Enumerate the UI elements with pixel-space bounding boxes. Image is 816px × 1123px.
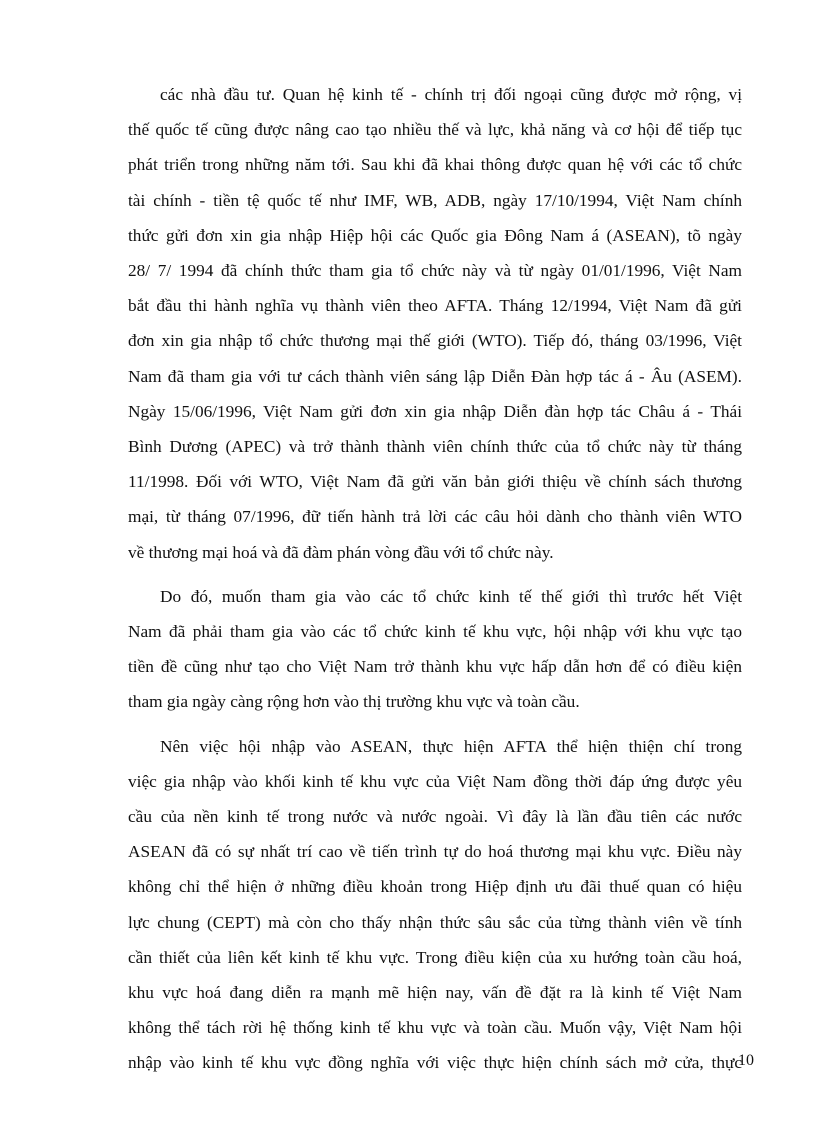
text-line: các nhà đầu tư. Quan hệ kinh tế - chính trị đối ngoại cũng được mở rộng, vị [160, 85, 742, 104]
text-line: tham gia ngày càng rộng hơn vào thị trường khu vực và toàn cầu. [128, 692, 580, 712]
text-line: tài chính - tiền tệ quốc tế như IMF, WB, ADB, ngày 17/10/1994, Việt Nam chính [128, 190, 742, 210]
text-line: 28/ 7/ 1994 đã chính thức tham gia tổ chức này và từ ngày 01/01/1996, Việt Nam [128, 261, 742, 281]
text-line: phát triển trong những năm tới. Sau khi đã khai thông được quan hệ với các tổ chức [128, 155, 742, 175]
text-line: cầu của nền kinh tế trong nước và nước ngoài. Vì đây là lần đầu tiên các nước [128, 807, 742, 827]
text-line: ASEAN đã có sự nhất trí cao về tiến trình tự do hoá thương mại khu vực. Điều này [128, 842, 742, 862]
text-line: Nam đã tham gia với tư cách thành viên sáng lập Diễn Đàn hợp tác á - Âu (ASEM). [128, 366, 742, 386]
paragraph-gap [128, 720, 742, 729]
text-line: Nên việc hội nhập vào ASEAN, thực hiện AFTA thể hiện thiện chí trong [160, 736, 742, 756]
text-line: bắt đầu thi hành nghĩa vụ thành viên theo AFTA. Tháng 12/1994, Việt Nam đã gửi [128, 296, 742, 316]
text-line: tiền đề cũng như tạo cho Việt Nam trở thành khu vực hấp dẫn hơn để có điều kiện [128, 657, 742, 677]
text-line: việc gia nhập vào khối kinh tế khu vực của Việt Nam đồng thời đáp ứng được yêu [128, 771, 742, 791]
text-line: về thương mại hoá và đã đàm phán vòng đầu với tổ chức này. [128, 542, 554, 562]
text-line: Do đó, muốn tham gia vào các tổ chức kinh tế thế giới thì trước hết Việt [160, 586, 742, 606]
text-line: khu vực hoá đang diễn ra mạnh mẽ hiện nay, vấn đề đặt ra là kinh tế Việt Nam [128, 983, 742, 1003]
text-line: thức gửi đơn xin gia nhập Hiệp hội các Quốc gia Đông Nam á (ASEAN), tõ ngày [128, 225, 742, 245]
text-line: mại, từ tháng 07/1996, đữ tiến hành trả lời các câu hỏi dành cho thành viên WTO [128, 507, 742, 527]
paragraph [128, 579, 742, 720]
text-line: Ngày 15/06/1996, Việt Nam gửi đơn xin gia nhập Diễn đàn hợp tác Châu á - Thái [128, 401, 742, 421]
text-line: Nam đã phải tham gia vào các tổ chức kinh tế khu vực, hội nhập với khu vực tạo [128, 622, 742, 642]
paragraph-gap [128, 570, 742, 579]
text-line: đơn xin gia nhập tổ chức thương mại thế giới (WTO). Tiếp đó, tháng 03/1996, Việt [128, 331, 742, 351]
text-line: Bình Dương (APEC) và trở thành thành viên chính thức của tổ chức này từ tháng [128, 437, 742, 457]
text-line: 11/1998. Đối với WTO, Việt Nam đã gửi văn bản giới thiệu về chính sách thương [128, 472, 742, 492]
paragraph [128, 729, 742, 1081]
text-line: lực chung (CEPT) mà còn cho thấy nhận thức sâu sắc của từng thành viên về tính [128, 912, 742, 932]
text-line: không chỉ thể hiện ở những điều khoản trong Hiệp định ưu đãi thuế quan có hiệu [128, 877, 742, 897]
text-line: không thể tách rời hệ thống kinh tế khu vực và toàn cầu. Muốn vậy, Việt Nam hội [128, 1018, 742, 1038]
text-line: nhập vào kinh tế khu vực đồng nghĩa với việc thực hiện chính sách mở cửa, thực [128, 1053, 742, 1073]
paragraph [128, 77, 742, 570]
text-line: cần thiết của liên kết kinh tế khu vực. Trong điều kiện của xu hướng toàn cầu hoá, [128, 947, 742, 967]
text-line: thế quốc tế cũng được nâng cao tạo nhiều thế và lực, khả năng và cơ hội để tiếp tục [128, 120, 742, 140]
page-number: 10 [738, 1052, 754, 1069]
body-text [128, 77, 742, 1081]
